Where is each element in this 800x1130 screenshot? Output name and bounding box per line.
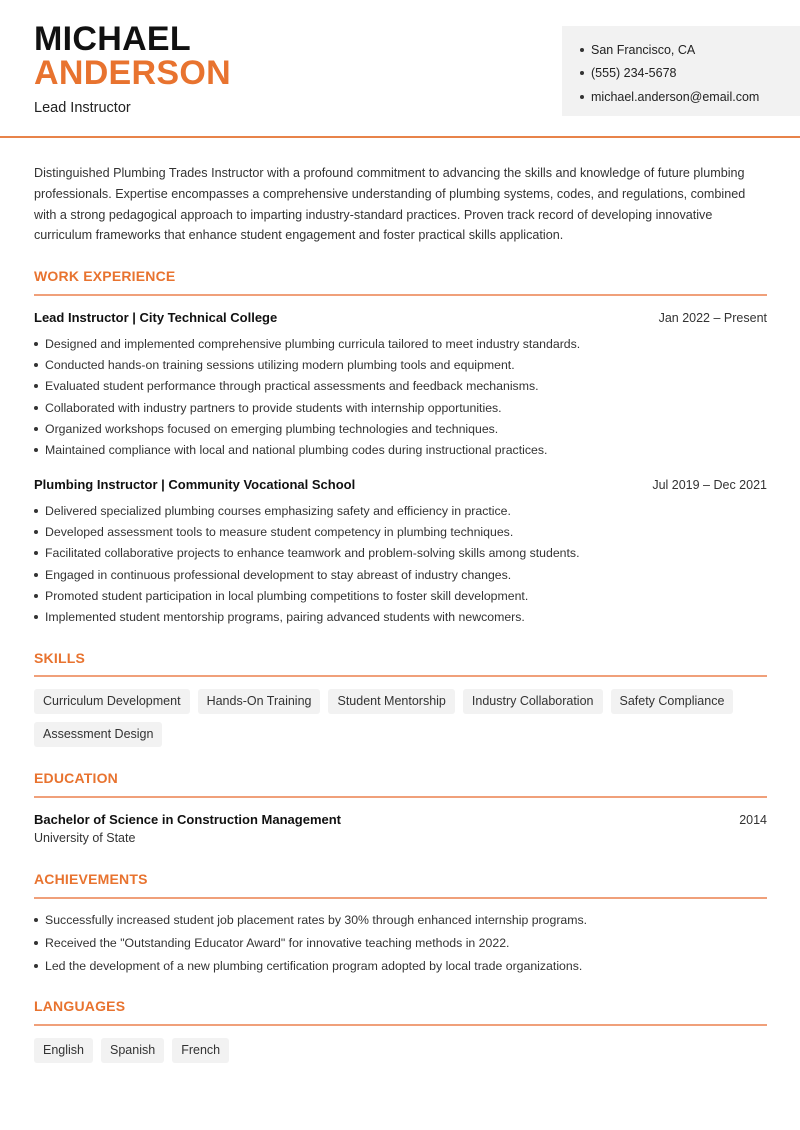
bullet-icon bbox=[34, 530, 38, 534]
job-title: Plumbing Instructor | Community Vocational School bbox=[34, 477, 356, 492]
bullet-icon bbox=[34, 615, 38, 619]
job-role: Lead Instructor bbox=[34, 100, 131, 116]
achievements-list bbox=[34, 909, 767, 977]
skill-tag: Safety Compliance bbox=[611, 689, 734, 714]
skill-tag: Assessment Design bbox=[34, 722, 162, 747]
degree: Bachelor of Science in Construction Management bbox=[34, 812, 341, 827]
contact-location bbox=[580, 38, 800, 62]
list-item bbox=[34, 439, 767, 460]
section-divider bbox=[34, 796, 767, 798]
bullet-icon bbox=[580, 95, 584, 99]
contact-box bbox=[562, 26, 800, 116]
contact-email-text: michael.anderson@email.com bbox=[591, 89, 760, 104]
section-title-work: WORK EXPERIENCE bbox=[34, 268, 176, 284]
list-item bbox=[34, 500, 767, 521]
contact-phone-text: (555) 234-5678 bbox=[591, 66, 677, 81]
list-item-text: Delivered specialized plumbing courses emphasizing safety and efficiency in practice. bbox=[45, 503, 511, 518]
education-heading bbox=[34, 812, 767, 827]
list-item bbox=[34, 397, 767, 418]
section-title-achievements: ACHIEVEMENTS bbox=[34, 871, 148, 887]
professional-summary: Distinguished Plumbing Trades Instructor with a profound commitment to advancing the skills and knowledge of future plumbing professionals. Expertise encompasses a comprehensive understanding of plumbing systems, codes, and regulations, combined with a strong pedagogical approach to imparting industry-standard practices. Proven track record of developing innovative curriculum frameworks that enhance student engagement and foster practical skills application. bbox=[34, 166, 746, 243]
language-tags bbox=[34, 1038, 767, 1063]
list-item bbox=[34, 909, 767, 932]
section-title-education: EDUCATION bbox=[34, 770, 118, 786]
contact-phone bbox=[580, 62, 800, 86]
list-item-text: Received the "Outstanding Educator Award" for innovative teaching methods in 2022. bbox=[45, 936, 510, 951]
list-item bbox=[34, 333, 767, 354]
bullet-icon bbox=[580, 48, 584, 52]
list-item-text: Successfully increased student job placement rates by 30% through enhanced internship programs. bbox=[45, 913, 588, 928]
resume-header bbox=[0, 0, 800, 138]
section-divider bbox=[34, 675, 767, 677]
bullet-icon bbox=[34, 363, 38, 367]
last-name: ANDERSON bbox=[34, 54, 231, 92]
bullet-icon bbox=[34, 918, 38, 922]
bullet-icon bbox=[34, 427, 38, 431]
bullet-icon bbox=[580, 71, 584, 75]
list-item-text: Maintained compliance with local and national plumbing codes during instructional practices. bbox=[45, 443, 548, 458]
list-item-text: Collaborated with industry partners to provide students with internship opportunities. bbox=[45, 400, 502, 415]
skill-tag: Hands-On Training bbox=[198, 689, 321, 714]
graduation-year: 2014 bbox=[739, 813, 767, 827]
list-item-text: Promoted student participation in local plumbing competitions to foster skill development. bbox=[45, 588, 529, 603]
list-item bbox=[34, 418, 767, 439]
job-heading bbox=[34, 310, 767, 325]
bullet-icon bbox=[34, 342, 38, 346]
job-dates: Jan 2022 – Present bbox=[658, 311, 767, 325]
skills-tags bbox=[34, 689, 767, 747]
list-item bbox=[34, 354, 767, 375]
list-item bbox=[34, 954, 767, 977]
bullet-icon bbox=[34, 551, 38, 555]
job-heading bbox=[34, 477, 767, 492]
list-item-text: Led the development of a new plumbing certification program adopted by local trade organizations. bbox=[45, 958, 583, 973]
bullet-icon bbox=[34, 406, 38, 410]
language-tag: Spanish bbox=[101, 1038, 164, 1063]
language-tag: French bbox=[172, 1038, 229, 1063]
list-item-text: Organized workshops focused on emerging plumbing technologies and techniques. bbox=[45, 421, 499, 436]
bullet-icon bbox=[34, 509, 38, 513]
job-title: Lead Instructor | City Technical College bbox=[34, 310, 278, 325]
section-title-languages: LANGUAGES bbox=[34, 998, 126, 1014]
first-name: MICHAEL bbox=[34, 20, 191, 58]
section-divider bbox=[34, 1024, 767, 1026]
job-bullets bbox=[34, 333, 767, 461]
list-item-text: Developed assessment tools to measure student competency in plumbing techniques. bbox=[45, 524, 514, 539]
bullet-icon bbox=[34, 448, 38, 452]
list-item-text: Facilitated collaborative projects to enhance teamwork and problem-solving skills among students. bbox=[45, 546, 580, 561]
list-item bbox=[34, 564, 767, 585]
section-divider bbox=[34, 897, 767, 899]
skill-tag: Curriculum Development bbox=[34, 689, 190, 714]
bullet-icon bbox=[34, 941, 38, 945]
list-item bbox=[34, 585, 767, 606]
list-item bbox=[34, 606, 767, 627]
list-item bbox=[34, 543, 767, 564]
list-item-text: Conducted hands-on training sessions utilizing modern plumbing tools and equipment. bbox=[45, 357, 515, 372]
bullet-icon bbox=[34, 594, 38, 598]
bullet-icon bbox=[34, 573, 38, 577]
bullet-icon bbox=[34, 964, 38, 968]
list-item bbox=[34, 376, 767, 397]
skill-tag: Student Mentorship bbox=[328, 689, 454, 714]
list-item bbox=[34, 932, 767, 955]
list-item-text: Designed and implemented comprehensive plumbing curricula tailored to meet industry standards. bbox=[45, 336, 581, 351]
contact-location-text: San Francisco, CA bbox=[591, 42, 696, 57]
job-dates: Jul 2019 – Dec 2021 bbox=[652, 478, 767, 492]
contact-email bbox=[580, 85, 800, 109]
list-item-text: Implemented student mentorship programs, pairing advanced students with newcomers. bbox=[45, 610, 525, 625]
section-divider bbox=[34, 294, 767, 296]
list-item-text: Engaged in continuous professional development to stay abreast of industry changes. bbox=[45, 567, 512, 582]
list-item-text: Evaluated student performance through practical assessments and feedback mechanisms. bbox=[45, 379, 539, 394]
section-title-skills: SKILLS bbox=[34, 650, 85, 666]
job-bullets bbox=[34, 500, 767, 628]
list-item bbox=[34, 521, 767, 542]
language-tag: English bbox=[34, 1038, 93, 1063]
full-name bbox=[34, 22, 231, 90]
skill-tag: Industry Collaboration bbox=[463, 689, 603, 714]
school-name: University of State bbox=[34, 831, 136, 845]
bullet-icon bbox=[34, 384, 38, 388]
